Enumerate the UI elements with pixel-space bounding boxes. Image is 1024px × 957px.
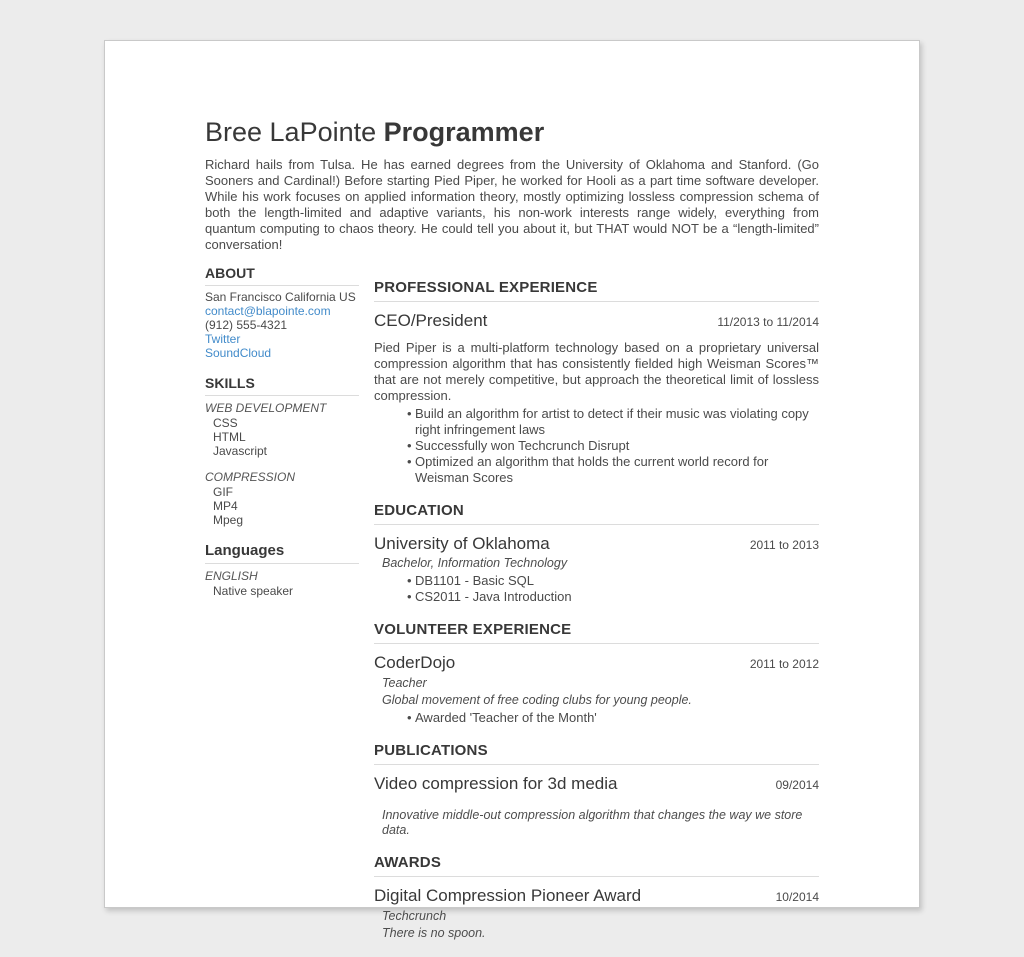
section-heading: PUBLICATIONS <box>374 742 819 765</box>
bullet-item: • Awarded 'Teacher of the Month' <box>374 710 819 726</box>
language-group <box>205 569 359 598</box>
skill-item: Mpeg <box>213 512 244 527</box>
entry-title: Digital Compression Pioneer Award <box>374 886 642 906</box>
entry-bullets <box>374 710 819 726</box>
person-role: Programmer <box>383 117 545 147</box>
section-heading: PROFESSIONAL EXPERIENCE <box>374 279 819 302</box>
section-heading: VOLUNTEER EXPERIENCE <box>374 621 819 644</box>
entry-head <box>374 774 819 794</box>
entry-title: CoderDojo <box>374 653 456 673</box>
entry-head <box>374 653 819 673</box>
skill-group <box>205 401 359 458</box>
entry-date: 10/2014 <box>775 890 819 905</box>
bullet-item: • Build an algorithm for artist to detect if their music was violating copy right infringement laws <box>374 406 819 438</box>
languages-section <box>205 542 359 598</box>
page-title <box>205 118 819 148</box>
twitter-line <box>205 332 359 346</box>
soundcloud-line <box>205 346 359 360</box>
resume-page <box>104 40 920 940</box>
entry-bullets <box>374 573 819 605</box>
section-publications <box>374 742 819 838</box>
education-entry <box>374 534 819 605</box>
skill-category: WEB DEVELOPMENT <box>205 400 327 415</box>
bullet-item: • Optimized an algorithm that holds the current world record for Weisman Scores <box>374 454 819 486</box>
entry-title: University of Oklahoma <box>374 534 550 554</box>
email-line <box>205 304 359 318</box>
about-heading: ABOUT <box>205 265 359 286</box>
entry-title: Video compression for 3d media <box>374 773 618 793</box>
entry-title: CEO/President <box>374 310 488 330</box>
section-volunteer-experience <box>374 621 819 725</box>
resume-columns <box>205 265 819 957</box>
summary-paragraph: Richard hails from Tulsa. He has earned degrees from the University of Oklahoma and Stanford. (Go Sooners and Cardinal!) Before starting Pied Piper, he worked for Hooli as a part time software developer. While his work focuses on applied information theory, mostly optimizing lossless compression schema of both the length-limited and adaptive variants, his non-work interests range widely, everything from quantum computing to chaos theory. He could tell you about it, but THAT would NOT be a “length-limited” conversation! <box>205 156 819 252</box>
entry-date: 2011 to 2012 <box>749 657 819 672</box>
bullet-item: • Successfully won Techcrunch Disrupt <box>374 438 819 454</box>
skill-item: Javascript <box>213 443 268 458</box>
section-education <box>374 502 819 605</box>
entry-head <box>374 311 819 331</box>
skill-group <box>205 470 359 527</box>
languages-heading: Languages <box>205 542 359 564</box>
entry-subtitle: Techcrunch <box>382 908 447 923</box>
entry-date: 09/2014 <box>775 777 819 792</box>
entry-subtitle2: There is no spoon. <box>382 925 486 940</box>
about-lines <box>205 290 359 360</box>
section-awards <box>374 854 819 940</box>
phone-text: (912) 555-4321 <box>205 317 288 332</box>
main-column <box>374 265 819 957</box>
section-heading: AWARDS <box>374 854 819 877</box>
skill-item: GIF <box>213 484 233 499</box>
bullet-item: • CS2011 - Java Introduction <box>374 589 819 605</box>
entry-bullets <box>374 406 819 486</box>
person-name: Bree LaPointe <box>205 117 377 147</box>
entry-description: Pied Piper is a multi-platform technology based on a proprietary universal compression algorithm that has consistently fielded high Weisman Scores™ that are not merely competitive, but approach the theoretical limit of lossless compression. <box>374 340 819 404</box>
skill-item: HTML <box>213 429 246 444</box>
about-section <box>205 265 359 360</box>
entry-subtitle: Bachelor, Information Technology <box>382 556 568 571</box>
language-item: Native speaker <box>213 583 294 598</box>
skill-item: MP4 <box>213 498 238 513</box>
publication-entry <box>374 774 819 838</box>
skills-section <box>205 375 359 527</box>
entry-head <box>374 886 819 906</box>
sidebar <box>205 265 359 957</box>
award-entry <box>374 886 819 940</box>
location-text: San Francisco California US <box>205 289 356 304</box>
skills-heading: SKILLS <box>205 375 359 396</box>
skill-item: CSS <box>213 415 238 430</box>
entry-head <box>374 534 819 554</box>
soundcloud-link[interactable]: SoundCloud <box>205 345 272 360</box>
twitter-link[interactable]: Twitter <box>205 331 241 346</box>
entry-subtitle2: Global movement of free coding clubs for young people. <box>382 692 692 707</box>
entry-date: 2011 to 2013 <box>749 538 819 553</box>
entry-description-italic: Innovative middle-out compression algorithm that changes the way we store data. <box>382 808 803 838</box>
skill-category: COMPRESSION <box>205 469 296 484</box>
bullet-item: • DB1101 - Basic SQL <box>374 573 819 589</box>
section-professional-experience <box>374 279 819 486</box>
language-category: ENGLISH <box>205 568 258 583</box>
email-link[interactable]: contact@blapointe.com <box>205 303 331 318</box>
volunteer-entry <box>374 653 819 725</box>
section-heading: EDUCATION <box>374 502 819 525</box>
entry-date: 11/2013 to 11/2014 <box>717 314 819 329</box>
experience-entry <box>374 311 819 486</box>
entry-subtitle: Teacher <box>382 675 427 690</box>
